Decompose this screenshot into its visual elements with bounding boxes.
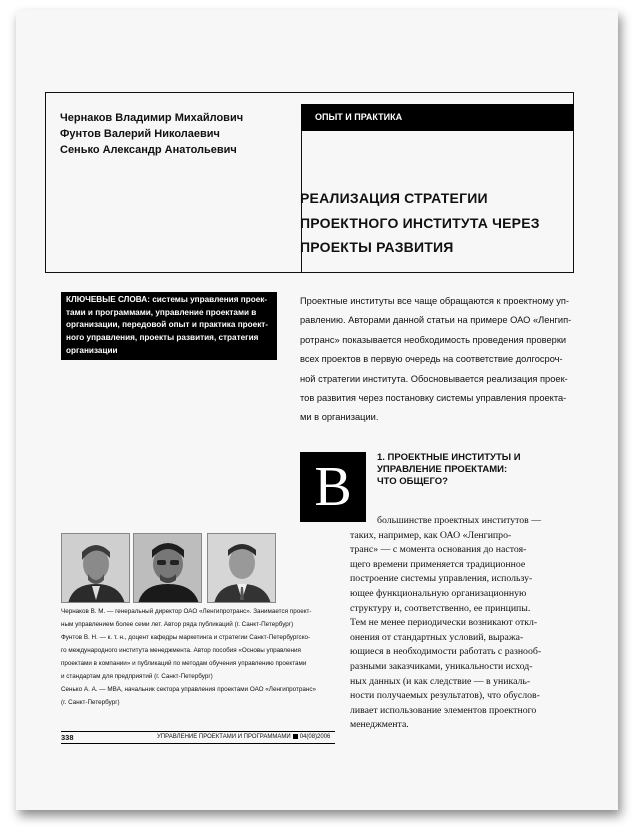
drop-cap: В [300, 452, 366, 522]
author-name: Фунтов Валерий Николаевич [60, 128, 220, 140]
abstract-line: ротранс» показывается необходимость проведения проверки [300, 334, 567, 345]
journal-info [157, 734, 330, 740]
section-label: ОПЫТ И ПРАКТИКА [301, 104, 574, 131]
body-line: разными заказчиками, уникальности исход- [350, 660, 533, 672]
keywords-line: КЛЮЧЕВЫЕ СЛОВА: системы управления проек- [66, 295, 268, 304]
heading-line: УПРАВЛЕНИЕ ПРОЕКТАМИ: [377, 464, 508, 475]
heading-line: 1. ПРОЕКТНЫЕ ИНСТИТУТЫ И [377, 452, 521, 463]
bio-line: го международного института менеджмента. Автор пособия «Основы управления [61, 647, 301, 654]
body-line: менеджмента. [350, 719, 409, 731]
body-line: большинстве проектных институтов — [377, 515, 542, 526]
keywords-box [61, 292, 277, 360]
author-photo [61, 533, 130, 603]
keywords-line: ного управления, проекты развития, стратегия [66, 333, 259, 343]
keywords-line: организации [66, 345, 118, 355]
author-photo [207, 533, 276, 603]
footer-rule [61, 743, 335, 744]
article-title [300, 186, 540, 260]
body-line: таких, например, как ОАО «Ленгипро- [350, 529, 512, 541]
keywords-line: организации, передовой опыт и практика проект- [66, 320, 269, 330]
title-line: РЕАЛИЗАЦИЯ СТРАТЕГИИ [300, 190, 488, 206]
section-heading [377, 452, 521, 488]
body-text [350, 514, 575, 733]
author-name: Чернаков Владимир Михайлович [60, 112, 244, 124]
authors-block [60, 110, 243, 158]
body-line: построение системы управления, использу- [350, 573, 533, 585]
abstract-line: равлению. Авторами данной статьи на примере ОАО «Ленгип- [300, 315, 572, 326]
body-line: ности получаемых результатов), что обуслов- [350, 690, 540, 702]
body-line: Тем не менее периодически возникают откл- [350, 617, 538, 629]
bio-line: ным управлением более семи лет. Автор ряда публикаций (г. Санкт-Петербург) [61, 621, 294, 628]
author-photo [133, 533, 202, 603]
author-name: Сенько Александр Анатольевич [60, 144, 237, 156]
keywords-line: тами и программами, управление проектами в [66, 307, 257, 317]
square-bullet-icon [293, 734, 298, 739]
author-photos [61, 533, 277, 603]
bio-line: (г. Санкт-Петербург) [61, 699, 120, 706]
author-bios [61, 605, 316, 709]
body-line: ющиеся в необходимости работать с разнооб- [350, 646, 542, 658]
bio-line: Фунтов В. Н. — к. т. н., доцент кафедры маркетинга и стратегии Санкт-Петербургско- [61, 634, 311, 641]
body-line: ных данных (и как следствие — в уникаль- [350, 675, 531, 687]
bio-line: Сенько А. А. — MBA, начальник сектора управления проектами ОАО «Ленгипротранс» [61, 686, 317, 693]
heading-line: ЧТО ОБЩЕГО? [377, 476, 448, 487]
bio-line: проектами в компании» и публикаций по методам обучения управлению проектами [61, 660, 307, 667]
abstract-line: тов развития через постановку системы управления проекта- [300, 393, 567, 404]
title-line: ПРОЕКТНОГО ИНСТИТУТА ЧЕРЕЗ [300, 214, 540, 231]
abstract [300, 292, 571, 428]
footer-rule [61, 731, 335, 732]
abstract-line: всех проектов в первую очередь на соответствие долгосроч- [300, 354, 563, 365]
body-line: ливает использование элементов проектного [350, 704, 537, 716]
body-line: транс» — с момента основания до настоя- [350, 544, 527, 556]
issue-number: 04(08)2006 [299, 734, 331, 741]
abstract-line: Проектные институты все чаще обращаются к проектному уп- [300, 296, 569, 306]
journal-name: УПРАВЛЕНИЕ ПРОЕКТАМИ И ПРОГРАММАМИ [157, 734, 291, 741]
abstract-line: ной стратегии института. Обосновывается реализация проек- [300, 373, 568, 384]
bio-line: и стандартам для предприятий (г. Санкт-Петербург) [61, 673, 213, 680]
body-line: онения от стандартных условий, выража- [350, 631, 524, 643]
bio-line: Чернаков В. М. — генеральный директор ОАО «Ленгипротранс». Занимается проект- [61, 608, 312, 615]
body-line: структуру и, соответственно, ее принципы. [350, 602, 531, 614]
body-line: щего времени применяется традиционное [350, 558, 526, 570]
title-line: ПРОЕКТЫ РАЗВИТИЯ [300, 239, 454, 255]
body-line: ющее функциональную организационную [350, 587, 527, 599]
page-number: 338 [61, 733, 74, 742]
abstract-line: ми в организации. [300, 412, 379, 423]
